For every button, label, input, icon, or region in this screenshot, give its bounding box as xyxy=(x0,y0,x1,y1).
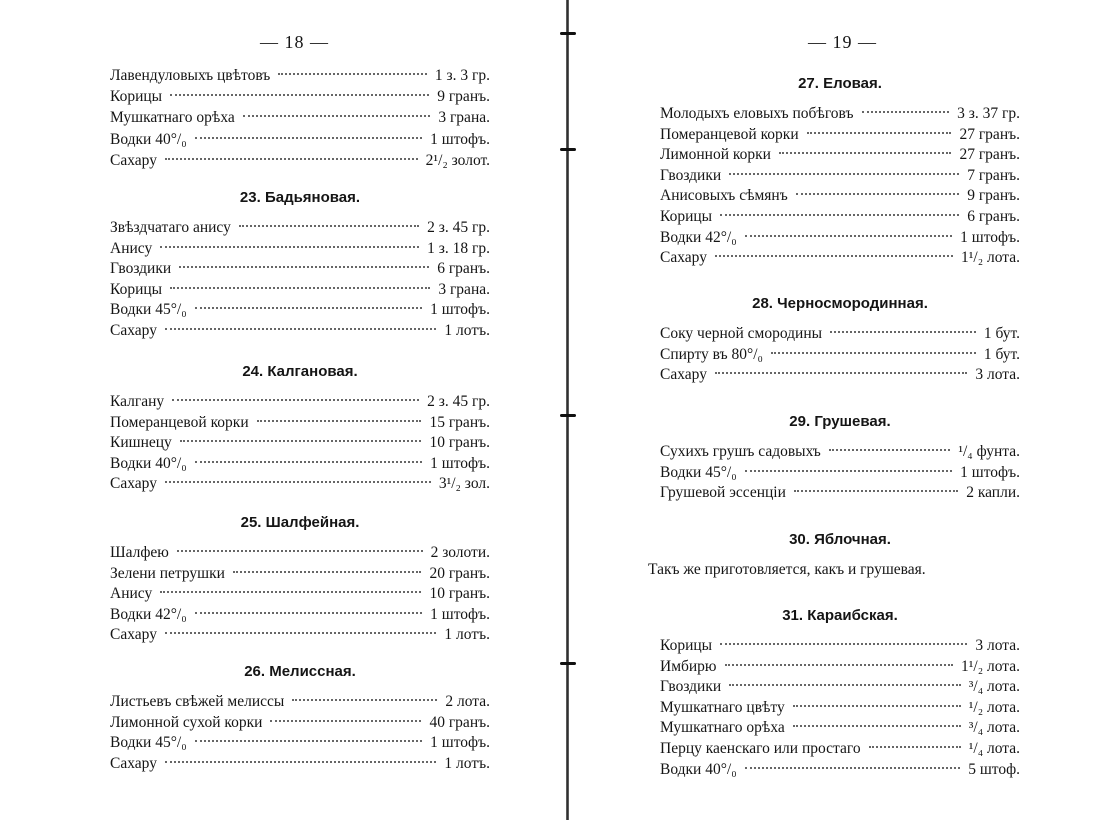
ingredient-name: Водки 42°/₀ xyxy=(110,605,187,623)
ingredient-row xyxy=(660,248,1020,268)
ingredient-quantity: ¹/₄ лота. xyxy=(968,740,1020,757)
ingredient-row xyxy=(110,584,490,604)
dot-leader xyxy=(195,612,423,614)
ingredient-row xyxy=(660,125,1020,145)
ingredient-name: Спирту въ 80°/₀ xyxy=(660,345,763,363)
ingredient-name: Водки 40°/₀ xyxy=(110,130,187,148)
ingredient-quantity: 1 штофъ. xyxy=(960,463,1020,481)
ingredient-name: Листьевъ свѣжей мелиссы xyxy=(110,693,285,710)
ingredient-row xyxy=(110,259,490,279)
ingredient-quantity: ¹/₂ лота. xyxy=(968,698,1020,716)
book-gutter xyxy=(566,0,569,820)
ingredient-name: Сухихъ грушъ садовыхъ xyxy=(660,443,821,460)
dot-leader xyxy=(807,132,952,134)
ingredient-row xyxy=(660,657,1020,677)
binding-staple xyxy=(560,32,576,35)
dot-leader xyxy=(239,225,419,227)
ingredient-row xyxy=(110,625,490,645)
ingredient-name: Корицы xyxy=(660,208,713,225)
dot-leader xyxy=(195,461,423,463)
recipe-note: Такъ же приготовляется, какъ и грушевая. xyxy=(648,561,926,578)
ingredient-row xyxy=(660,207,1020,227)
ingredient-row xyxy=(110,392,490,412)
ingredient-name: Анисовыхъ сѣмянъ xyxy=(660,187,788,205)
dot-leader xyxy=(715,255,953,257)
ingredient-name: Кишнецу xyxy=(110,434,172,452)
ingredient-row xyxy=(660,186,1020,206)
dot-leader xyxy=(745,470,953,472)
ingredient-name: Корицы xyxy=(110,88,163,106)
ingredient-name: Мушкатнаго цвѣту xyxy=(660,698,785,716)
ingredient-row xyxy=(660,739,1020,759)
dot-leader xyxy=(179,266,429,268)
dot-leader xyxy=(170,94,429,96)
dot-leader xyxy=(180,440,422,442)
ingredient-name: Зелени петрушки xyxy=(110,564,225,582)
dot-leader xyxy=(165,328,436,330)
ingredient-name: Померанцевой корки xyxy=(110,413,249,431)
ingredient-name: Перцу каенскаго или простаго xyxy=(660,740,861,757)
ingredient-quantity: 1 лотъ. xyxy=(444,322,490,339)
ingredient-quantity: 1¹/₂ лота. xyxy=(961,249,1020,267)
ingredient-quantity: 2 з. 45 гр. xyxy=(427,219,490,236)
dot-leader xyxy=(165,481,431,483)
ingredient-quantity: 3 лота. xyxy=(975,366,1020,384)
recipe-heading: 23. Бадьяновая. xyxy=(239,189,361,206)
dot-leader xyxy=(793,725,961,727)
ingredient-quantity: 1 бут. xyxy=(983,325,1020,342)
ingredient-quantity: 2 капли. xyxy=(966,484,1020,502)
ingredient-row xyxy=(660,365,1020,385)
ingredient-name: Сахару xyxy=(110,626,157,644)
ingredient-row xyxy=(660,636,1020,656)
ingredient-row xyxy=(110,454,490,474)
ingredient-row xyxy=(110,733,490,753)
ingredient-name: Анису xyxy=(110,585,153,603)
ingredient-quantity: 2 золоти. xyxy=(430,544,490,561)
dot-leader xyxy=(771,352,976,354)
dot-leader xyxy=(243,115,431,117)
ingredient-name: Соку черной смородины xyxy=(660,325,823,342)
ingredient-quantity: 9 гранъ. xyxy=(437,88,490,106)
recipe-heading: 28. Черносмородинная. xyxy=(752,295,928,312)
ingredient-row xyxy=(110,413,490,433)
ingredient-quantity: ¹/₄ фунта. xyxy=(958,443,1020,460)
ingredient-quantity: 1 штофъ. xyxy=(430,454,490,472)
dot-leader xyxy=(160,591,421,593)
ingredient-quantity: 1¹/₂ лота. xyxy=(961,657,1020,675)
dot-leader xyxy=(270,720,421,722)
ingredient-quantity: ³/₄ лота. xyxy=(968,719,1020,737)
dot-leader xyxy=(779,152,952,154)
ingredient-row xyxy=(110,321,490,341)
ingredient-quantity: 40 гранъ. xyxy=(429,713,490,731)
ingredient-name: Сахару xyxy=(110,151,157,169)
ingredient-name: Сахару xyxy=(660,249,707,267)
ingredient-quantity: 7 гранъ. xyxy=(967,166,1020,184)
ingredient-name: Сахару xyxy=(110,754,157,772)
recipe-heading: 27. Еловая. xyxy=(798,75,882,92)
ingredient-quantity: 1 штофъ. xyxy=(430,734,490,752)
ingredient-quantity: 1 штофъ. xyxy=(430,605,490,623)
ingredient-quantity: 6 гранъ. xyxy=(967,208,1020,225)
recipe-heading: 25. Шалфейная. xyxy=(240,514,360,531)
ingredient-quantity: 2 з. 45 гр. xyxy=(427,393,490,410)
dot-leader xyxy=(720,643,967,645)
ingredient-row xyxy=(660,104,1020,124)
ingredient-quantity: 1 штофъ. xyxy=(430,301,490,319)
ingredient-row xyxy=(110,605,490,625)
dot-leader xyxy=(165,761,436,763)
ingredient-quantity: 1 лотъ. xyxy=(444,626,490,644)
dot-leader xyxy=(165,632,436,634)
dot-leader xyxy=(869,746,961,748)
ingredient-row xyxy=(660,324,1020,344)
left-page xyxy=(110,0,490,820)
ingredient-row xyxy=(660,677,1020,697)
ingredient-quantity: 1 штофъ. xyxy=(430,130,490,148)
dot-leader xyxy=(278,73,427,75)
ingredient-quantity: 2¹/₂ золот. xyxy=(425,151,490,169)
ingredient-quantity: 15 гранъ. xyxy=(429,413,490,431)
page-number: — 18 — xyxy=(260,32,329,52)
dot-leader xyxy=(725,664,954,666)
ingredient-row xyxy=(660,228,1020,248)
dot-leader xyxy=(165,158,418,160)
ingredient-row xyxy=(110,239,490,259)
ingredient-quantity: 1 лотъ. xyxy=(444,754,490,772)
ingredient-quantity: 3 грана. xyxy=(438,280,490,298)
ingredient-row xyxy=(110,108,490,128)
ingredient-row xyxy=(110,218,490,238)
ingredient-name: Звѣздчатаго анису xyxy=(110,219,231,236)
dot-leader xyxy=(829,449,951,451)
recipe-heading: 29. Грушевая. xyxy=(789,413,891,430)
ingredient-row xyxy=(110,692,490,712)
dot-leader xyxy=(793,705,961,707)
ingredient-name: Сахару xyxy=(110,322,157,339)
ingredient-row xyxy=(110,280,490,300)
ingredient-row xyxy=(110,474,490,494)
dot-leader xyxy=(729,684,961,686)
ingredient-row xyxy=(660,442,1020,462)
ingredient-name: Водки 42°/₀ xyxy=(660,228,737,246)
ingredient-row xyxy=(660,483,1020,503)
page-number: — 19 — xyxy=(808,32,877,52)
ingredient-quantity: 6 гранъ. xyxy=(437,260,490,278)
ingredient-row xyxy=(110,300,490,320)
dot-leader xyxy=(195,307,423,309)
ingredient-quantity: 10 гранъ. xyxy=(429,434,490,452)
ingredient-row xyxy=(110,543,490,563)
ingredient-row xyxy=(660,166,1020,186)
recipe-heading: 26. Мелиссная. xyxy=(244,663,356,680)
ingredient-name: Грушевой эссенціи xyxy=(660,484,786,502)
ingredient-name: Мушкатнаго орѣха xyxy=(110,109,235,127)
ingredient-name: Имбирю xyxy=(660,657,717,675)
ingredient-name: Шалфею xyxy=(110,544,169,561)
ingredient-name: Мушкатнаго орѣха xyxy=(660,719,785,737)
ingredient-quantity: 3¹/₂ зол. xyxy=(438,475,490,493)
ingredient-name: Водки 45°/₀ xyxy=(660,463,737,481)
recipe-heading: 30. Яблочная. xyxy=(789,531,891,548)
dot-leader xyxy=(195,740,423,742)
ingredient-quantity: ³/₄ лота. xyxy=(968,678,1020,696)
ingredient-quantity: 5 штоф. xyxy=(968,760,1020,778)
dot-leader xyxy=(195,137,423,139)
ingredient-row xyxy=(110,713,490,733)
ingredient-quantity: 1 з. 3 гр. xyxy=(434,67,490,84)
ingredient-name: Водки 45°/₀ xyxy=(110,301,187,319)
ingredient-name: Гвоздики xyxy=(110,260,172,278)
ingredient-row xyxy=(660,463,1020,483)
ingredient-row xyxy=(110,754,490,774)
ingredient-quantity: 27 гранъ. xyxy=(959,125,1020,143)
binding-staple xyxy=(560,414,576,417)
ingredient-quantity: 3 з. 37 гр. xyxy=(957,105,1020,122)
ingredient-name: Лимонной сухой корки xyxy=(110,713,263,731)
ingredient-row xyxy=(660,345,1020,365)
binding-staple xyxy=(560,148,576,151)
recipe-heading: 31. Караибская. xyxy=(782,607,898,624)
ingredient-row xyxy=(110,151,490,171)
ingredient-quantity: 1 бут. xyxy=(983,345,1020,363)
ingredient-name: Гвоздики xyxy=(660,166,722,184)
ingredient-name: Померанцевой корки xyxy=(660,125,799,143)
ingredient-name: Корицы xyxy=(110,280,163,298)
ingredient-name: Корицы xyxy=(660,637,713,654)
ingredient-name: Водки 40°/₀ xyxy=(660,760,737,778)
ingredient-row xyxy=(110,433,490,453)
dot-leader xyxy=(796,193,959,195)
right-page xyxy=(648,0,1020,820)
ingredient-quantity: 9 гранъ. xyxy=(967,187,1020,205)
ingredient-name: Анису xyxy=(110,239,153,257)
dot-leader xyxy=(830,331,976,333)
dot-leader xyxy=(745,235,953,237)
ingredient-row xyxy=(110,66,490,86)
ingredient-name: Водки 40°/₀ xyxy=(110,454,187,472)
ingredient-name: Калгану xyxy=(110,393,165,410)
ingredient-quantity: 2 лота. xyxy=(445,693,490,710)
ingredient-name: Молодыхъ еловыхъ побѣговъ xyxy=(660,105,854,122)
dot-leader xyxy=(745,767,961,769)
ingredient-row xyxy=(660,718,1020,738)
dot-leader xyxy=(257,420,422,422)
dot-leader xyxy=(292,699,437,701)
ingredient-quantity: 27 гранъ. xyxy=(959,146,1020,164)
dot-leader xyxy=(729,173,959,175)
ingredient-quantity: 1 штофъ. xyxy=(960,228,1020,246)
ingredient-name: Водки 45°/₀ xyxy=(110,734,187,752)
binding-staple xyxy=(560,662,576,665)
ingredient-row xyxy=(660,145,1020,165)
ingredient-quantity: 1 з. 18 гр. xyxy=(427,239,490,257)
dot-leader xyxy=(862,111,950,113)
ingredient-row xyxy=(110,564,490,584)
dot-leader xyxy=(794,490,958,492)
dot-leader xyxy=(177,550,423,552)
dot-leader xyxy=(720,214,959,216)
ingredient-name: Лимонной корки xyxy=(660,146,771,164)
ingredient-name: Гвоздики xyxy=(660,678,722,696)
dot-leader xyxy=(170,287,430,289)
ingredient-quantity: 10 гранъ. xyxy=(429,585,490,603)
dot-leader xyxy=(233,571,422,573)
ingredient-row xyxy=(110,130,490,150)
ingredient-row xyxy=(660,760,1020,780)
dot-leader xyxy=(172,399,419,401)
dot-leader xyxy=(715,372,967,374)
ingredient-quantity: 20 гранъ. xyxy=(429,564,490,582)
ingredient-quantity: 3 лота. xyxy=(975,637,1020,654)
ingredient-quantity: 3 грана. xyxy=(438,109,490,127)
dot-leader xyxy=(160,246,419,248)
ingredient-name: Сахару xyxy=(110,475,157,493)
ingredient-name: Сахару xyxy=(660,366,707,384)
recipe-heading: 24. Калгановая. xyxy=(242,363,358,380)
ingredient-row xyxy=(110,87,490,107)
ingredient-row xyxy=(660,698,1020,718)
ingredient-name: Лавендуловыхъ цвѣтовъ xyxy=(110,67,271,84)
